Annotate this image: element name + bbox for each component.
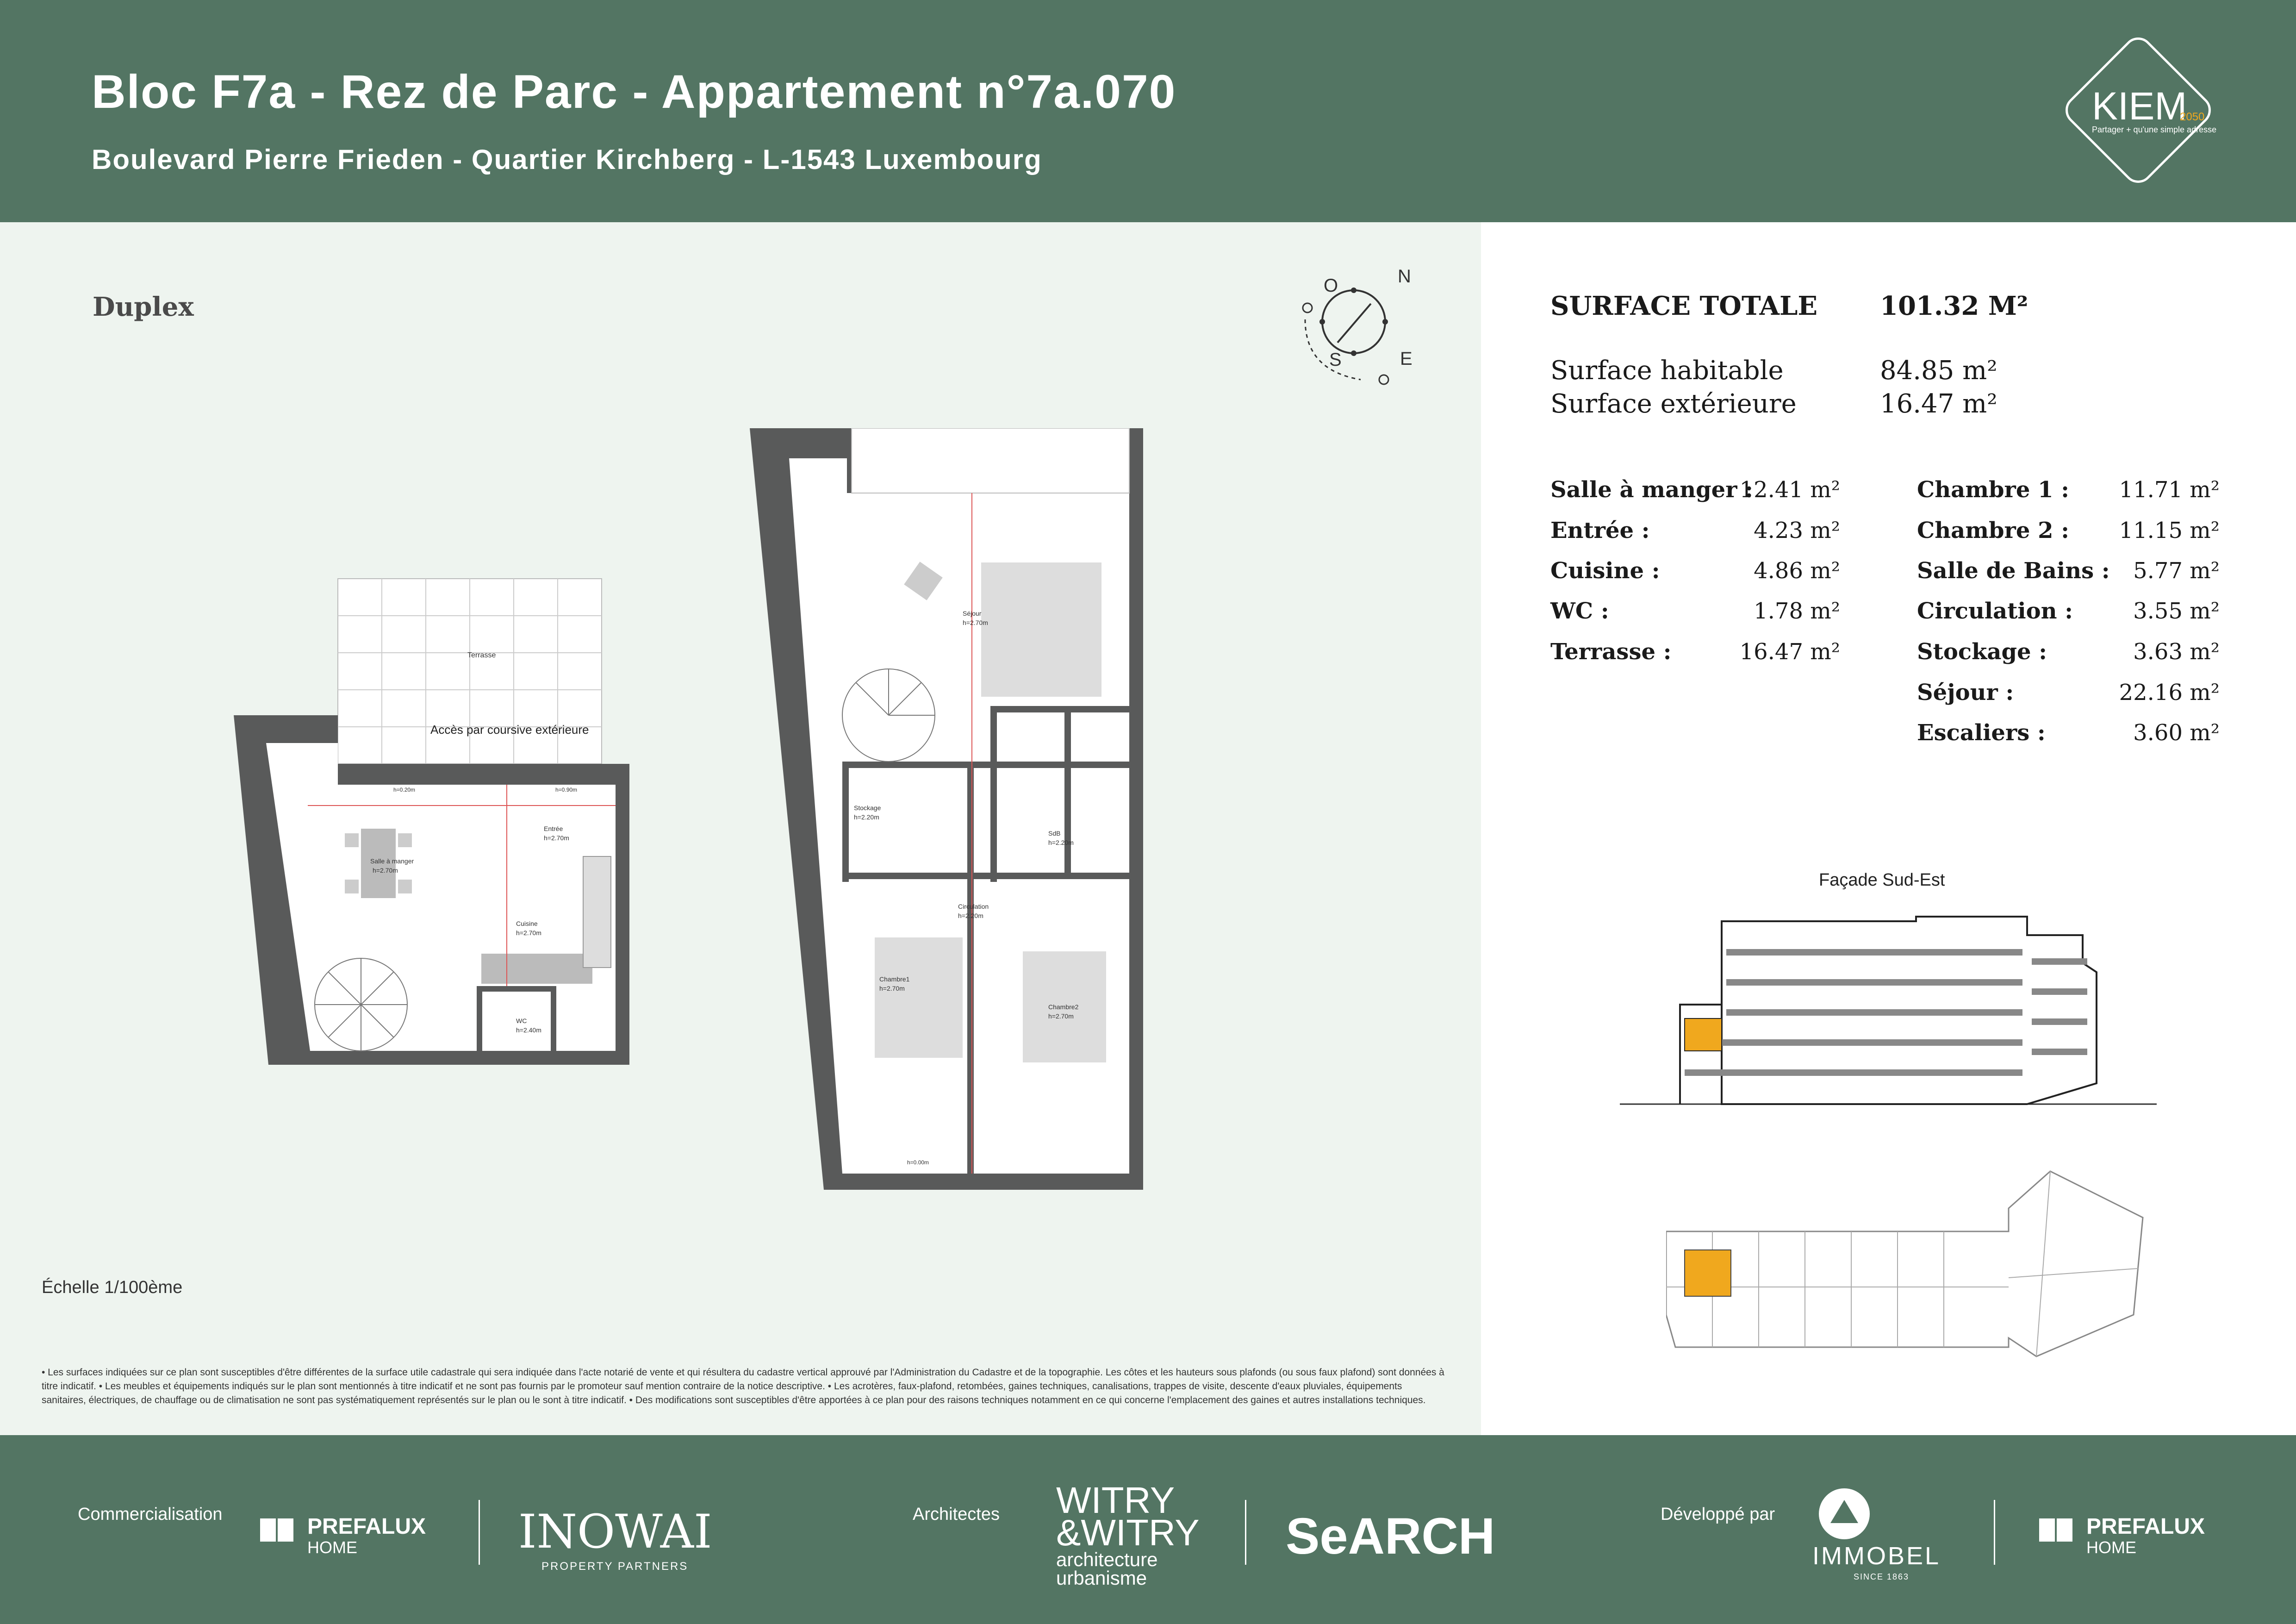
search-logo: SeARCH xyxy=(1286,1508,1495,1565)
label-stockage: Stockage xyxy=(854,804,881,812)
room-value: 3.60 m² xyxy=(2133,720,2220,746)
compass-e: E xyxy=(1400,349,1412,369)
room-label: Stockage : xyxy=(1917,639,2047,665)
disclaimer: • Les surfaces indiquées sur ce plan sont susceptibles d'être différentes de la surface utile cadastrale qui sera indiquée dans l'acte notarié de vente et qui résultera du cadastre vertical approuvé par l'Administration du Cadastre et de la topographie. Les côtes et les hauteurs sous plafonds (ou sous faux plafond) sont données à titre indicatif. • Les meubles et équipements indiqués sur le plan sont mentionnés à titre indicatif et ne sont pas fournis par le promoteur sauf mention contraire de la notice descriptive. • Les acrotères, faux-plafond, retombées, gaines techniques, canalisations, trappes de visite, descente d'eaux pluviales, équipements sanitaires, électriques, de chauffage ou de climatisation ne sont pas systématiquement représentés sur le plan ou le sont à titre indicatif. • Des modifications sont susceptibles d'être apportées à ce plan pour des raisons techniques notamment en ce qui concerne l'emplacement des gaines et autres installations techniques. xyxy=(42,1367,1444,1405)
label-circulation-h: h=2.20m xyxy=(958,912,983,919)
footer-divider xyxy=(1994,1500,1995,1565)
inowai-logo: INOWAI xyxy=(518,1505,712,1559)
surface-exterieure-value: 16.47 m² xyxy=(1880,389,1997,419)
label-entree-h: h=2.70m xyxy=(544,834,569,842)
witry-logo: architecture xyxy=(1056,1549,1158,1570)
kiem-logo xyxy=(2046,22,2231,198)
footer-divider xyxy=(479,1500,480,1565)
commercialisation-label: Commercialisation xyxy=(78,1505,223,1524)
room-value: 1.78 m² xyxy=(1754,598,1840,624)
floor-plan-upper xyxy=(750,428,1148,1192)
prefalux-logo: PREFALUX xyxy=(307,1514,426,1539)
key-plan xyxy=(1666,1162,2194,1366)
surface-total-value: 101.32 M² xyxy=(1880,291,2028,321)
floor-plan-lower xyxy=(227,569,643,1074)
label-chambre2-h: h=2.70m xyxy=(1048,1012,1074,1020)
immobel-sub: SINCE 1863 xyxy=(1854,1572,1910,1581)
label-entree: Entrée xyxy=(544,825,563,832)
room-value: 16.47 m² xyxy=(1739,639,1840,665)
page-title: Bloc F7a - Rez de Parc - Appartement n°7a.070 xyxy=(92,65,1176,118)
room-value: 11.15 m² xyxy=(2119,518,2220,543)
prefalux-sub: HOME xyxy=(307,1538,357,1557)
room-label: Salle à manger : xyxy=(1550,477,1753,503)
prefalux-logo-mark xyxy=(2039,1518,2055,1542)
label-chambre2: Chambre2 xyxy=(1048,1003,1079,1011)
surface-habitable-value: 84.85 m² xyxy=(1880,356,1997,386)
logo-year: 2050 xyxy=(2180,111,2205,123)
facade-drawing xyxy=(1620,907,2157,1111)
room-value: 4.23 m² xyxy=(1754,518,1840,543)
sun-icon xyxy=(1303,303,1312,312)
room-value: 3.63 m² xyxy=(2133,639,2220,665)
label-salle-a-manger-h: h=2.70m xyxy=(373,867,398,874)
room-label: Chambre 2 : xyxy=(1917,518,2069,543)
label-cuisine: Cuisine xyxy=(516,920,538,927)
label-terrasse: Terrasse xyxy=(467,651,496,659)
room-value: 22.16 m² xyxy=(2119,680,2220,706)
sun-icon xyxy=(1379,375,1388,384)
prefalux-logo: PREFALUX xyxy=(2086,1514,2205,1539)
room-value: 3.55 m² xyxy=(2133,598,2220,624)
apartment-highlight xyxy=(1685,1250,1731,1296)
room-label: Chambre 1 : xyxy=(1917,477,2069,503)
label-sejour: Séjour xyxy=(963,610,982,617)
label-wc-h: h=2.40m xyxy=(516,1026,541,1034)
label-salle-a-manger: Salle à manger xyxy=(370,857,414,865)
immobel-logo-mark xyxy=(1817,1486,1872,1542)
surface-total-label: SURFACE TOTALE xyxy=(1550,291,1818,321)
label-chambre1-h: h=2.70m xyxy=(879,985,905,992)
room-value: 12.41 m² xyxy=(1739,477,1840,503)
compass-n: N xyxy=(1398,266,1411,287)
compass-o: O xyxy=(1324,275,1338,296)
inowai-sub: PROPERTY PARTNERS xyxy=(541,1560,689,1573)
room-label: Séjour : xyxy=(1917,680,2014,706)
immobel-logo: IMMOBEL xyxy=(1812,1542,1941,1570)
plan-area xyxy=(0,222,1481,1435)
label-chambre1: Chambre1 xyxy=(879,975,910,983)
room-value: 5.77 m² xyxy=(2133,558,2220,584)
scale-label: Échelle 1/100ème xyxy=(42,1278,183,1297)
room-value: 4.86 m² xyxy=(1754,558,1840,584)
prefalux-logo-mark xyxy=(278,1518,293,1542)
label-sdb-h: h=2.20m xyxy=(1048,839,1074,846)
room-label: Escaliers : xyxy=(1917,720,2046,746)
prefalux-sub: HOME xyxy=(2086,1538,2136,1557)
footer-divider xyxy=(1245,1500,1246,1565)
label-circulation: Circulation xyxy=(958,903,989,910)
witry-logo: urbanisme xyxy=(1056,1567,1147,1589)
logo-name: KIEM xyxy=(2092,84,2187,128)
label-wc: WC xyxy=(516,1017,527,1024)
label-stockage-h: h=2.20m xyxy=(854,813,879,821)
logo-tagline: Partager + qu'une simple adresse xyxy=(2092,125,2217,134)
label-hauteur-c: h=0.00m xyxy=(907,1159,929,1166)
label-hauteur-a: h=0.20m xyxy=(393,787,416,793)
compass-s: S xyxy=(1329,350,1342,370)
witry-logo: &WITRY xyxy=(1056,1512,1200,1553)
room-label: Circulation : xyxy=(1917,598,2073,624)
room-label: WC : xyxy=(1550,598,1609,624)
label-sejour-h: h=2.70m xyxy=(963,619,988,626)
prefalux-logo-mark xyxy=(260,1518,276,1542)
label-hauteur-b: h=0.90m xyxy=(555,787,578,793)
plan-type: Duplex xyxy=(93,292,194,322)
room-label: Terrasse : xyxy=(1550,639,1672,665)
developpe-label: Développé par xyxy=(1661,1505,1775,1524)
label-sdb: SdB xyxy=(1048,830,1061,837)
compass xyxy=(1287,264,1421,398)
room-label: Entrée : xyxy=(1550,518,1650,543)
surface-habitable-label: Surface habitable xyxy=(1550,356,1784,386)
access-label: Accès par coursive extérieure xyxy=(430,723,589,737)
architectes-label: Architectes xyxy=(913,1505,1000,1524)
prefalux-logo-mark xyxy=(2057,1518,2072,1542)
surface-exterieure-label: Surface extérieure xyxy=(1550,389,1797,419)
label-cuisine-h: h=2.70m xyxy=(516,929,541,937)
room-value: 11.71 m² xyxy=(2119,477,2220,503)
facade-title: Façade Sud-Est xyxy=(1819,870,1945,890)
room-label: Cuisine : xyxy=(1550,558,1660,584)
page-subtitle: Boulevard Pierre Frieden - Quartier Kirchberg - L-1543 Luxembourg xyxy=(92,144,1042,175)
apartment-highlight xyxy=(1685,1018,1722,1051)
room-label: Salle de Bains : xyxy=(1917,558,2110,584)
witry-logo: WITRY xyxy=(1056,1480,1175,1521)
